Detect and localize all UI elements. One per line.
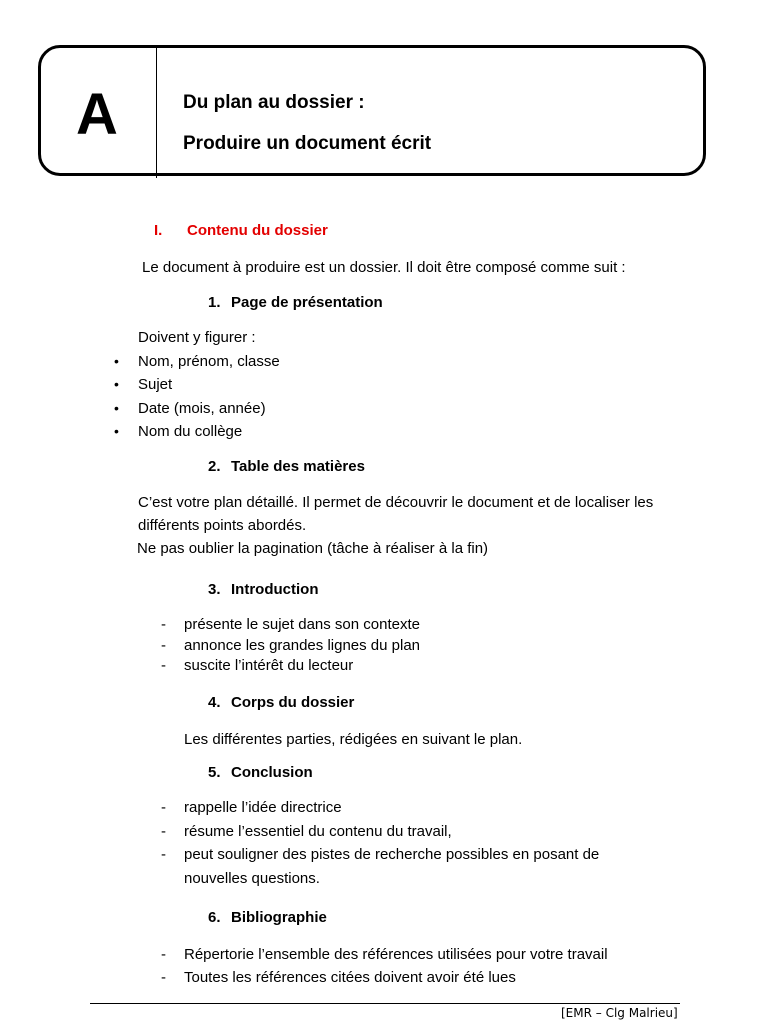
list-item: Date (mois, année) bbox=[138, 400, 266, 417]
list-item: Toutes les références citées doivent avoir été lues bbox=[184, 969, 516, 986]
header-divider bbox=[156, 45, 157, 178]
header-title-line2: Produire un document écrit bbox=[183, 133, 432, 154]
part-2-title: Table des matières bbox=[231, 458, 365, 475]
list-item: résume l’essentiel du contenu du travail, bbox=[184, 823, 452, 840]
part-3-number: 3. bbox=[208, 581, 221, 598]
dash-bullet: - bbox=[161, 657, 166, 674]
dash-bullet: - bbox=[161, 823, 166, 840]
bullet-dot: • bbox=[114, 423, 119, 439]
part-1-number: 1. bbox=[208, 294, 221, 311]
part-5-title: Conclusion bbox=[231, 764, 313, 781]
section-intro: Le document à produire est un dossier. Il doit être composé comme suit : bbox=[142, 259, 626, 276]
dash-bullet: - bbox=[161, 616, 166, 633]
footer-text: [EMR – Clg Malrieu] bbox=[561, 1006, 678, 1020]
bullet-dot: • bbox=[114, 400, 119, 416]
part-3-title: Introduction bbox=[231, 581, 319, 598]
part-4-title: Corps du dossier bbox=[231, 694, 355, 711]
part-1-title: Page de présentation bbox=[231, 294, 383, 311]
list-item: peut souligner des pistes de recherche possibles en posant de bbox=[184, 846, 600, 863]
dash-bullet: - bbox=[161, 969, 166, 986]
header-title-line1: Du plan au dossier : bbox=[183, 92, 365, 113]
part-6-title: Bibliographie bbox=[231, 909, 327, 926]
list-item: annonce les grandes lignes du plan bbox=[184, 637, 421, 654]
part-4-number: 4. bbox=[208, 694, 221, 711]
part-6-number: 6. bbox=[208, 909, 221, 926]
bullet-dot: • bbox=[114, 376, 119, 392]
list-item: Nom, prénom, classe bbox=[138, 353, 280, 370]
list-item: Sujet bbox=[138, 376, 173, 393]
part-5-number: 5. bbox=[208, 764, 221, 781]
dash-bullet: - bbox=[161, 846, 166, 863]
bullet-dot: • bbox=[114, 353, 119, 369]
list-item: Répertorie l’ensemble des références utilisées pour votre travail bbox=[184, 946, 608, 963]
part-1-lead: Doivent y figurer : bbox=[138, 329, 256, 346]
dash-bullet: - bbox=[161, 946, 166, 963]
header-letter: A bbox=[76, 82, 118, 147]
footer-rule bbox=[90, 1003, 680, 1004]
dash-bullet: - bbox=[161, 799, 166, 816]
section-title: Contenu du dossier bbox=[187, 222, 328, 239]
part-2-text-line: C’est votre plan détaillé. Il permet de découvrir le document et de localiser les bbox=[138, 494, 654, 511]
list-item: suscite l’intérêt du lecteur bbox=[184, 657, 354, 674]
list-item-continuation: nouvelles questions. bbox=[184, 870, 320, 887]
part-2-number: 2. bbox=[208, 458, 221, 475]
list-item: rappelle l’idée directrice bbox=[184, 799, 342, 816]
list-item: présente le sujet dans son contexte bbox=[184, 616, 420, 633]
list-item: Nom du collège bbox=[138, 423, 243, 440]
part-2-text-line: différents points abordés. bbox=[138, 517, 307, 534]
part-4-text-line: Les différentes parties, rédigées en suivant le plan. bbox=[184, 731, 523, 748]
dash-bullet: - bbox=[161, 637, 166, 654]
part-2-text-line: Ne pas oublier la pagination (tâche à réaliser à la fin) bbox=[137, 540, 489, 557]
section-number: I. bbox=[154, 222, 163, 239]
